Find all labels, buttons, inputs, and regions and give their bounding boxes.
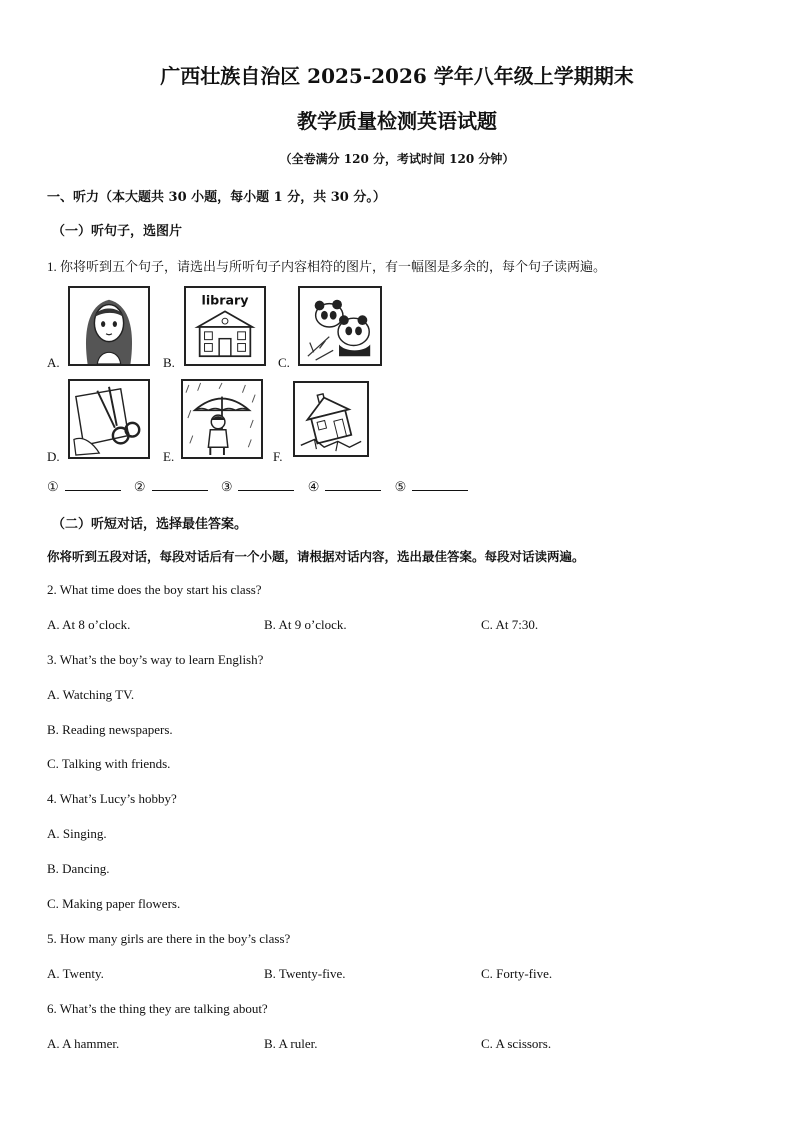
question-3-option-c[interactable]: C. Talking with friends. [47, 756, 171, 771]
answer-blank-1[interactable] [65, 478, 121, 491]
answer-blank-5[interactable] [412, 478, 468, 491]
picture-label-d: D. [47, 449, 60, 464]
question-4: 4. What’s Lucy’s hobby? [47, 791, 177, 806]
exam-note: （全卷满分 120 分，考试时间 120 分钟） [279, 152, 515, 166]
picture-d-scissors [68, 379, 150, 459]
answer-blanks-row [47, 478, 478, 495]
answer-blank-2[interactable] [152, 478, 208, 491]
question-2-option-b[interactable]: B. At 9 o’clock. [264, 617, 347, 632]
question-2-option-c[interactable]: C. At 7:30. [481, 617, 539, 632]
blank-marker-1: ① [47, 479, 59, 494]
question-4-option-c[interactable]: C. Making paper flowers. [47, 896, 181, 911]
answer-blank-4[interactable] [325, 478, 381, 491]
question-3-option-a[interactable]: A. Watching TV. [47, 687, 135, 702]
exam-title-line1: 广西壮族自治区 2025-2026 学年八年级上学期期末 [160, 64, 634, 88]
collapsed-house-icon [295, 383, 367, 455]
blank-marker-3: ③ [220, 479, 233, 494]
question-5: 5. How many girls are there in the boy’s class? [47, 931, 291, 946]
question-6-option-c[interactable]: C. A scissors. [481, 1036, 552, 1051]
question-4-option-b[interactable]: B. Dancing. [47, 861, 110, 876]
subsection-heading-2: （二）听短对话，选择最佳答案。 [52, 517, 248, 532]
picture-label-b: B. [163, 355, 175, 370]
question-2-option-a[interactable]: A. At 8 o’clock. [47, 617, 131, 632]
picture-label-a: A. [47, 355, 60, 370]
library-building-icon [186, 288, 264, 364]
section-heading-listening: 一、听力（本大题共 30 小题，每小题 1 分，共 30 分。） [47, 190, 386, 205]
question-2: 2. What time does the boy start his class? [47, 582, 262, 597]
girl-portrait-icon [70, 288, 148, 364]
picture-c-pandas [298, 286, 382, 366]
question-6-option-b[interactable]: B. A ruler. [264, 1036, 318, 1051]
subsection-2-instruction: 你将听到五段对话，每段对话后有一个小题，请根据对话内容，选出最佳答案。每段对话读两遍。 [47, 549, 585, 564]
question-5-option-c[interactable]: C. Forty-five. [481, 966, 553, 981]
question-6: 6. What’s the thing they are talking about? [47, 1001, 268, 1016]
picture-label-c: C. [278, 355, 290, 370]
picture-b-library [184, 286, 266, 366]
blank-marker-4: ④ [307, 479, 320, 494]
question-5-option-b[interactable]: B. Twenty-five. [264, 966, 346, 981]
subsection-heading-1: （一）听句子，选图片 [52, 224, 183, 239]
picture-e-rain [181, 379, 263, 459]
question-6-option-a[interactable]: A. A hammer. [47, 1036, 120, 1051]
answer-blank-3[interactable] [238, 478, 294, 491]
picture-label-e: E. [163, 449, 175, 464]
boy-with-umbrella-in-rain-icon [183, 381, 261, 457]
question-5-option-a[interactable]: A. Twenty. [47, 966, 104, 981]
question-1-instruction: 1. 你将听到五个句子，请选出与所听句子内容相符的图片，有一幅图是多余的，每个句子读两遍。 [47, 259, 607, 274]
picture-f-collapsed-house [293, 381, 369, 457]
question-4-option-a[interactable]: A. Singing. [47, 826, 107, 841]
picture-label-f: F. [273, 449, 283, 464]
question-3-option-b[interactable]: B. Reading newspapers. [47, 722, 173, 737]
exam-title-line2: 教学质量检测英语试题 [297, 109, 497, 133]
blank-marker-2: ② [133, 479, 146, 494]
blank-marker-5: ⑤ [394, 479, 407, 494]
question-3: 3. What’s the boy’s way to learn English? [47, 652, 264, 667]
scissors-cutting-paper-icon [70, 381, 148, 457]
library-sign-text: library [201, 292, 249, 308]
picture-a-girl [68, 286, 150, 366]
pandas-icon [300, 288, 380, 364]
